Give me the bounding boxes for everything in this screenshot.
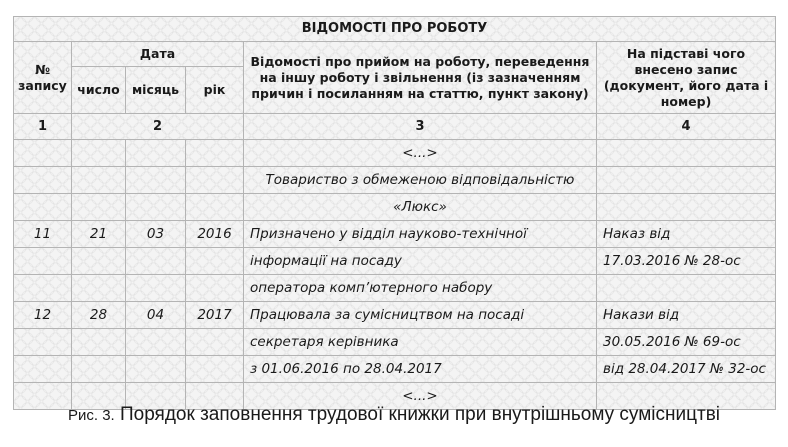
cell-basis: 30.05.2016 № 69-ос	[597, 329, 776, 356]
table-row	[14, 275, 776, 302]
table-row	[14, 194, 776, 221]
cell-day	[72, 167, 126, 194]
cell-basis	[597, 140, 776, 167]
cell-basis	[597, 275, 776, 302]
cell-day: 28	[72, 302, 126, 329]
cell-info: <...>	[244, 383, 597, 410]
cell-month: 04	[126, 302, 186, 329]
cell-month	[126, 167, 186, 194]
cell-record-no	[14, 356, 72, 383]
cell-basis	[597, 194, 776, 221]
cell-year: 2017	[186, 302, 244, 329]
cell-year	[186, 140, 244, 167]
cell-day: 21	[72, 221, 126, 248]
cell-record-no	[14, 167, 72, 194]
header-basis: На підставі чого внесено запис (документ, його дата і номер)	[597, 42, 776, 114]
cell-record-no	[14, 329, 72, 356]
table-row	[14, 221, 776, 248]
cell-info: з 01.06.2016 по 28.04.2017	[244, 356, 597, 383]
cell-info: Призначено у відділ науково-технічної	[244, 221, 597, 248]
table-row	[14, 140, 776, 167]
cell-basis: 17.03.2016 № 28-ос	[597, 248, 776, 275]
cell-info: секретаря керівника	[244, 329, 597, 356]
header-month: місяць	[126, 67, 186, 114]
header-employment-info: Відомості про прийом на роботу, переведення на іншу роботу і звільнення (із зазначенням причин і посиланням на статтю, пункт закону)	[244, 42, 597, 114]
cell-basis: Наказ від	[597, 221, 776, 248]
cell-basis: від 28.04.2017 № 32-ос	[597, 356, 776, 383]
cell-month	[126, 329, 186, 356]
cell-info: інформації на посаду	[244, 248, 597, 275]
cell-info: оператора комп’ютерного набору	[244, 275, 597, 302]
cell-month	[126, 356, 186, 383]
cell-year	[186, 275, 244, 302]
cell-record-no	[14, 194, 72, 221]
figure-caption	[0, 404, 788, 426]
cell-year: 2016	[186, 221, 244, 248]
cell-year	[186, 194, 244, 221]
cell-day	[72, 329, 126, 356]
cell-record-no: 12	[14, 302, 72, 329]
cell-basis	[597, 167, 776, 194]
header-date: Дата	[72, 42, 244, 67]
cell-record-no	[14, 140, 72, 167]
cell-month	[126, 140, 186, 167]
cell-day	[72, 140, 126, 167]
cell-month	[126, 248, 186, 275]
table-row	[14, 248, 776, 275]
column-number-1: 1	[14, 114, 72, 140]
cell-record-no: 11	[14, 221, 72, 248]
cell-month: 03	[126, 221, 186, 248]
header-year: рік	[186, 67, 244, 114]
table-row	[14, 302, 776, 329]
column-number-3: 3	[244, 114, 597, 140]
cell-year	[186, 167, 244, 194]
cell-month	[126, 194, 186, 221]
cell-day	[72, 275, 126, 302]
employment-record-table	[13, 16, 776, 410]
cell-basis: Накази від	[597, 302, 776, 329]
caption-prefix: Рис. 3.	[67, 407, 115, 424]
cell-year	[186, 248, 244, 275]
cell-info: «Люкс»	[244, 194, 597, 221]
table-row	[14, 329, 776, 356]
cell-day	[72, 248, 126, 275]
table-row	[14, 356, 776, 383]
cell-record-no	[14, 248, 72, 275]
table-title: ВІДОМОСТІ ПРО РОБОТУ	[14, 17, 776, 42]
table-row	[14, 167, 776, 194]
column-number-4: 4	[597, 114, 776, 140]
cell-year	[186, 329, 244, 356]
cell-day	[72, 356, 126, 383]
cell-year	[186, 356, 244, 383]
cell-month	[126, 275, 186, 302]
cell-record-no	[14, 275, 72, 302]
header-record-no: № запису	[14, 42, 72, 114]
header-day: число	[72, 67, 126, 114]
column-number-2: 2	[72, 114, 244, 140]
caption-text: Порядок заповнення трудової книжки при внутрішньому сумісництві	[119, 404, 721, 425]
cell-info: <...>	[244, 140, 597, 167]
cell-info: Товариство з обмеженою відповідальністю	[244, 167, 597, 194]
cell-day	[72, 194, 126, 221]
cell-info: Працювала за сумісництвом на посаді	[244, 302, 597, 329]
